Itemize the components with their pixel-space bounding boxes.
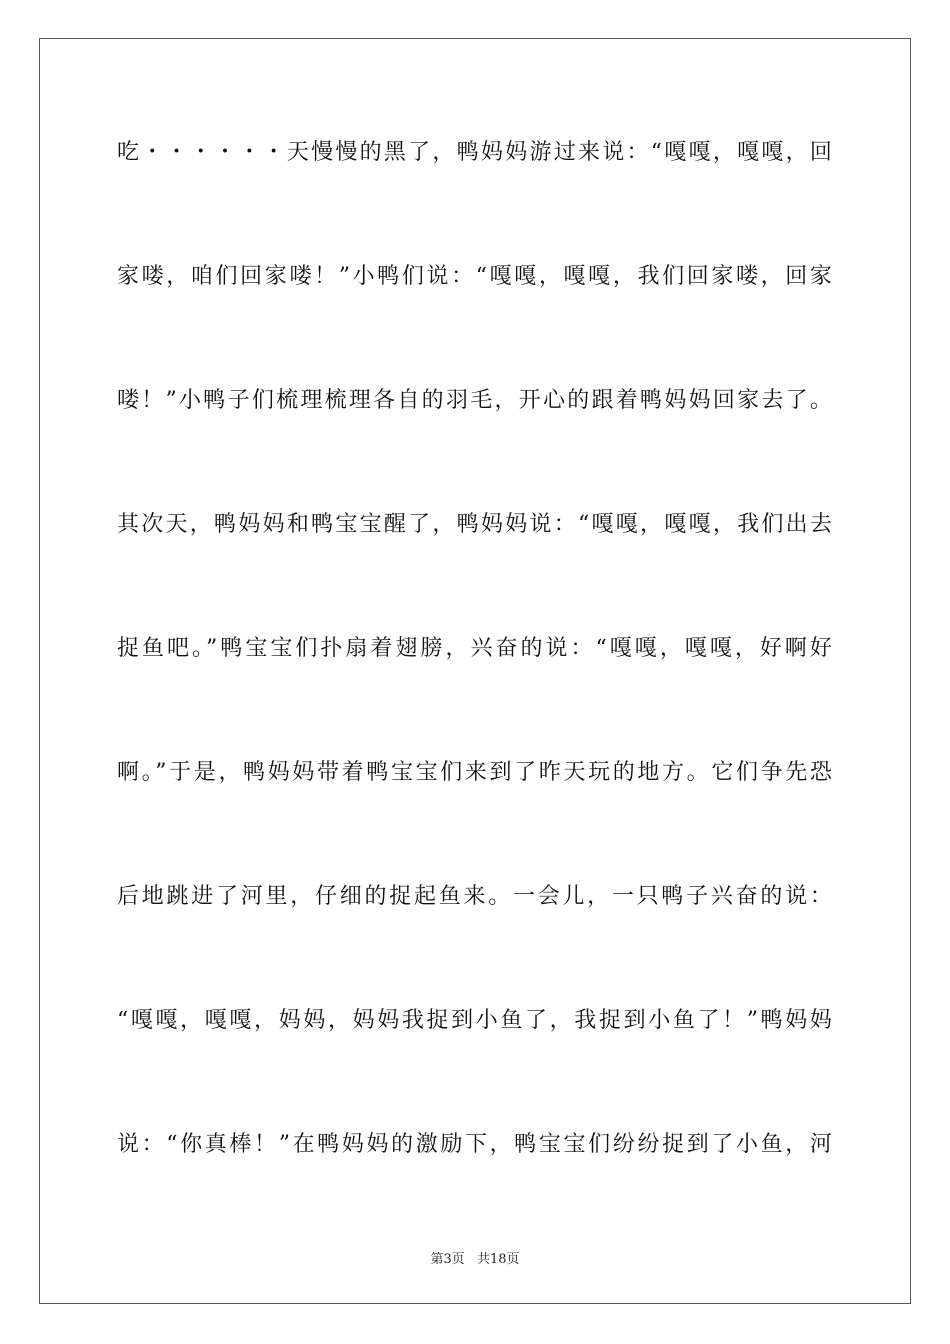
text-line-7: 后地跳进了河里，仔细的捉起鱼来。一会儿，一只鸭子兴奋的说：	[117, 884, 833, 909]
text-line-2: 家喽，咱们回家喽！”小鸭们说：“嘎嘎，嘎嘎，我们回家喽，回家	[117, 264, 833, 289]
page-total: 共18页	[476, 1252, 520, 1267]
text-line-9: 说：“你真棒！”在鸭妈妈的激励下，鸭宝宝们纷纷捉到了小鱼，河	[117, 1132, 833, 1157]
body-text	[117, 123, 833, 1239]
page-number: 第3页	[430, 1252, 465, 1267]
text-line-6: 啊。”于是，鸭妈妈带着鸭宝宝们来到了昨天玩的地方。它们争先恐	[117, 760, 833, 785]
text-line-4: 其次天，鸭妈妈和鸭宝宝醒了，鸭妈妈说：“嘎嘎，嘎嘎，我们出去	[117, 512, 833, 537]
page-footer	[0, 1248, 950, 1267]
text-line-5: 捉鱼吧。”鸭宝宝们扑扇着翅膀，兴奋的说：“嘎嘎，嘎嘎，好啊好	[117, 636, 833, 661]
text-line-3: 喽！”小鸭子们梳理梳理各自的羽毛，开心的跟着鸭妈妈回家去了。	[117, 388, 833, 413]
text-line-8: “嘎嘎，嘎嘎，妈妈，妈妈我捉到小鱼了，我捉到小鱼了！”鸭妈妈	[117, 1008, 833, 1033]
text-line-1: 吃・・・・・・天慢慢的黑了，鸭妈妈游过来说：“嘎嘎，嘎嘎，回	[117, 140, 833, 165]
